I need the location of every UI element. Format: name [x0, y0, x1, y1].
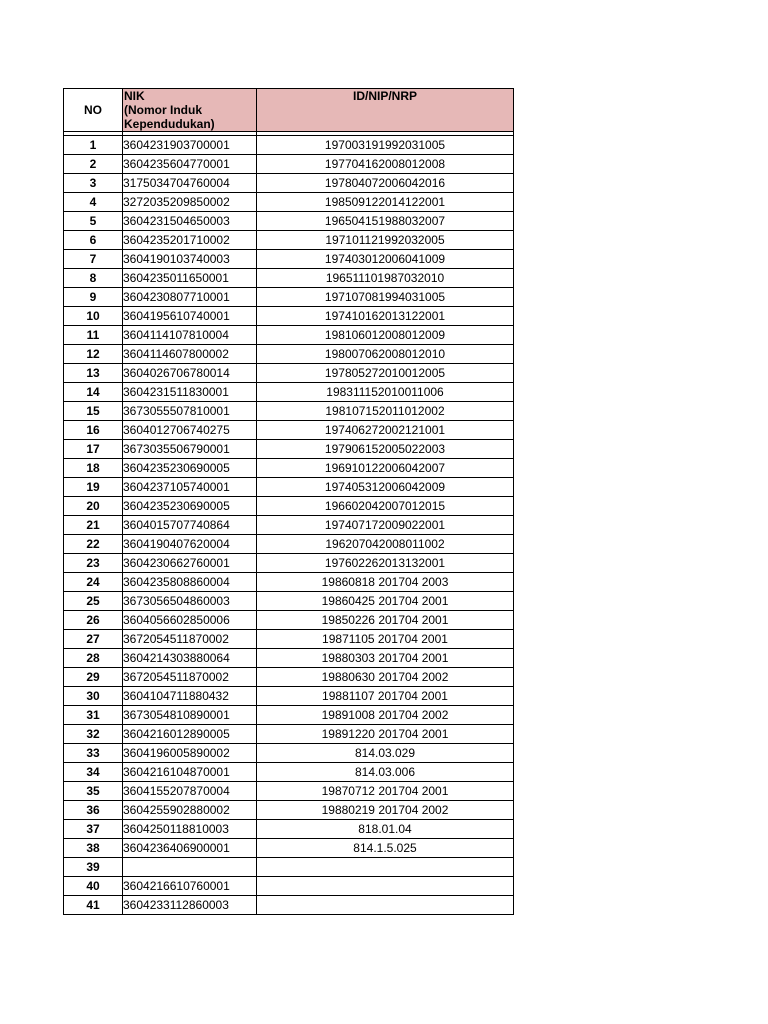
table-row [64, 858, 514, 877]
row-nik: 3604190407620004 [123, 535, 257, 554]
row-nik: 3604056602850006 [123, 611, 257, 630]
row-nik: 3673054810890001 [123, 706, 257, 725]
row-id: 197405312006042009 [257, 478, 514, 497]
row-id: 196602042007012015 [257, 497, 514, 516]
row-nik: 3604216012890005 [123, 725, 257, 744]
table-row [64, 383, 514, 402]
row-nik: 3604230807710001 [123, 288, 257, 307]
row-no: 38 [64, 839, 123, 858]
table-row [64, 174, 514, 193]
row-no: 40 [64, 877, 123, 896]
row-id: 198107152011012002 [257, 402, 514, 421]
row-id: 19881107 201704 2001 [257, 687, 514, 706]
table-row [64, 820, 514, 839]
row-no: 13 [64, 364, 123, 383]
table-row [64, 687, 514, 706]
row-id: 19870712 201704 2001 [257, 782, 514, 801]
table-row [64, 801, 514, 820]
row-id: 197107081994031005 [257, 288, 514, 307]
table-row [64, 763, 514, 782]
row-nik: 3604190103740003 [123, 250, 257, 269]
row-no: 27 [64, 630, 123, 649]
row-no: 9 [64, 288, 123, 307]
table-row [64, 136, 514, 155]
table-row [64, 877, 514, 896]
table-row [64, 402, 514, 421]
row-nik: 3604250118810003 [123, 820, 257, 839]
row-nik: 3604196005890002 [123, 744, 257, 763]
row-no: 1 [64, 136, 123, 155]
row-nik: 3604012706740275 [123, 421, 257, 440]
table-row [64, 497, 514, 516]
row-no: 30 [64, 687, 123, 706]
row-nik: 3604235230690005 [123, 497, 257, 516]
table-row [64, 231, 514, 250]
table-row [64, 649, 514, 668]
row-no: 5 [64, 212, 123, 231]
row-no: 16 [64, 421, 123, 440]
row-id: 19891008 201704 2002 [257, 706, 514, 725]
row-nik: 3672054511870002 [123, 630, 257, 649]
row-nik: 3272035209850002 [123, 193, 257, 212]
row-nik: 3604231903700001 [123, 136, 257, 155]
row-no: 12 [64, 345, 123, 364]
row-nik: 3604104711880432 [123, 687, 257, 706]
row-id: 197805272010012005 [257, 364, 514, 383]
row-nik: 3604237105740001 [123, 478, 257, 497]
row-nik: 3604230662760001 [123, 554, 257, 573]
table-row [64, 573, 514, 592]
row-no: 26 [64, 611, 123, 630]
row-no: 35 [64, 782, 123, 801]
row-id: 196504151988032007 [257, 212, 514, 231]
row-id [257, 896, 514, 915]
row-nik: 3673056504860003 [123, 592, 257, 611]
row-no: 32 [64, 725, 123, 744]
table-row [64, 459, 514, 478]
row-nik: 3672054511870002 [123, 668, 257, 687]
row-id: 197406272002121001 [257, 421, 514, 440]
row-nik: 3604235011650001 [123, 269, 257, 288]
row-no: 15 [64, 402, 123, 421]
row-nik: 3175034704760004 [123, 174, 257, 193]
row-nik: 3604235230690005 [123, 459, 257, 478]
row-no: 3 [64, 174, 123, 193]
row-nik: 3604114607800002 [123, 345, 257, 364]
row-id: 196910122006042007 [257, 459, 514, 478]
table-row [64, 706, 514, 725]
row-no: 23 [64, 554, 123, 573]
table-row [64, 630, 514, 649]
row-nik [123, 858, 257, 877]
table-row [64, 516, 514, 535]
table-row [64, 193, 514, 212]
row-no: 39 [64, 858, 123, 877]
row-id: 19871105 201704 2001 [257, 630, 514, 649]
row-nik: 3604216104870001 [123, 763, 257, 782]
row-nik: 3673035506790001 [123, 440, 257, 459]
header-nik-line2: (Nomor Induk [124, 103, 202, 117]
row-nik: 3604233112860003 [123, 896, 257, 915]
table-row [64, 896, 514, 915]
row-no: 33 [64, 744, 123, 763]
header-id: ID/NIP/NRP [257, 89, 514, 132]
table-row [64, 478, 514, 497]
table-row [64, 212, 514, 231]
row-no: 4 [64, 193, 123, 212]
table-row [64, 554, 514, 573]
row-id: 19860425 201704 2001 [257, 592, 514, 611]
row-nik: 3604114107810004 [123, 326, 257, 345]
table-row [64, 440, 514, 459]
header-nik [123, 89, 257, 132]
table-row [64, 725, 514, 744]
row-nik: 3604236406900001 [123, 839, 257, 858]
row-no: 22 [64, 535, 123, 554]
row-id: 198007062008012010 [257, 345, 514, 364]
row-no: 10 [64, 307, 123, 326]
table-row [64, 668, 514, 687]
row-no: 7 [64, 250, 123, 269]
row-id: 19850226 201704 2001 [257, 611, 514, 630]
table-row [64, 345, 514, 364]
row-nik: 3604231504650003 [123, 212, 257, 231]
row-nik: 3604235808860004 [123, 573, 257, 592]
row-id: 814.1.5.025 [257, 839, 514, 858]
table-row [64, 364, 514, 383]
row-id: 197906152005022003 [257, 440, 514, 459]
row-id: 197101121992032005 [257, 231, 514, 250]
table-row [64, 421, 514, 440]
row-id: 197407172009022001 [257, 516, 514, 535]
row-id: 197804072006042016 [257, 174, 514, 193]
row-nik: 3604235201710002 [123, 231, 257, 250]
row-id: 198311152010011006 [257, 383, 514, 402]
row-id: 19880219 201704 2002 [257, 801, 514, 820]
table-row [64, 155, 514, 174]
row-id: 814.03.006 [257, 763, 514, 782]
header-nik-line1: NIK [124, 89, 145, 103]
row-id [257, 858, 514, 877]
row-no: 25 [64, 592, 123, 611]
row-no: 11 [64, 326, 123, 345]
table-row [64, 839, 514, 858]
table-row [64, 269, 514, 288]
row-id: 198509122014122001 [257, 193, 514, 212]
row-nik: 3604235604770001 [123, 155, 257, 174]
row-no: 21 [64, 516, 123, 535]
table-row [64, 744, 514, 763]
row-id: 197003191992031005 [257, 136, 514, 155]
table-row [64, 535, 514, 554]
row-no: 19 [64, 478, 123, 497]
row-nik: 3604015707740864 [123, 516, 257, 535]
table-body [64, 136, 514, 915]
row-no: 29 [64, 668, 123, 687]
row-nik: 3604026706780014 [123, 364, 257, 383]
row-no: 28 [64, 649, 123, 668]
row-id: 197410162013122001 [257, 307, 514, 326]
row-no: 24 [64, 573, 123, 592]
data-table [63, 88, 514, 915]
header-no: NO [64, 89, 123, 132]
row-nik: 3673055507810001 [123, 402, 257, 421]
table-row [64, 611, 514, 630]
row-id: 19891220 201704 2001 [257, 725, 514, 744]
row-no: 31 [64, 706, 123, 725]
row-id: 196511101987032010 [257, 269, 514, 288]
row-no: 2 [64, 155, 123, 174]
row-no: 36 [64, 801, 123, 820]
row-nik: 3604255902880002 [123, 801, 257, 820]
row-no: 18 [64, 459, 123, 478]
row-id: 197403012006041009 [257, 250, 514, 269]
row-id: 19860818 201704 2003 [257, 573, 514, 592]
row-id [257, 877, 514, 896]
row-no: 34 [64, 763, 123, 782]
header-row [64, 89, 514, 132]
table-row [64, 307, 514, 326]
row-no: 20 [64, 497, 123, 516]
row-id: 198106012008012009 [257, 326, 514, 345]
table-row [64, 250, 514, 269]
table-row [64, 288, 514, 307]
row-id: 19880303 201704 2001 [257, 649, 514, 668]
row-no: 14 [64, 383, 123, 402]
table-row [64, 782, 514, 801]
row-id: 814.03.029 [257, 744, 514, 763]
row-id: 196207042008011002 [257, 535, 514, 554]
row-no: 17 [64, 440, 123, 459]
row-nik: 3604214303880064 [123, 649, 257, 668]
header-nik-line3: Kependudukan) [124, 117, 215, 131]
row-no: 41 [64, 896, 123, 915]
table-row [64, 592, 514, 611]
row-nik: 3604155207870004 [123, 782, 257, 801]
row-id: 197704162008012008 [257, 155, 514, 174]
row-nik: 3604231511830001 [123, 383, 257, 402]
table-row [64, 326, 514, 345]
row-no: 37 [64, 820, 123, 839]
row-id: 197602262013132001 [257, 554, 514, 573]
row-id: 19880630 201704 2002 [257, 668, 514, 687]
row-no: 6 [64, 231, 123, 250]
row-nik: 3604216610760001 [123, 877, 257, 896]
row-nik: 3604195610740001 [123, 307, 257, 326]
row-id: 818.01.04 [257, 820, 514, 839]
row-no: 8 [64, 269, 123, 288]
